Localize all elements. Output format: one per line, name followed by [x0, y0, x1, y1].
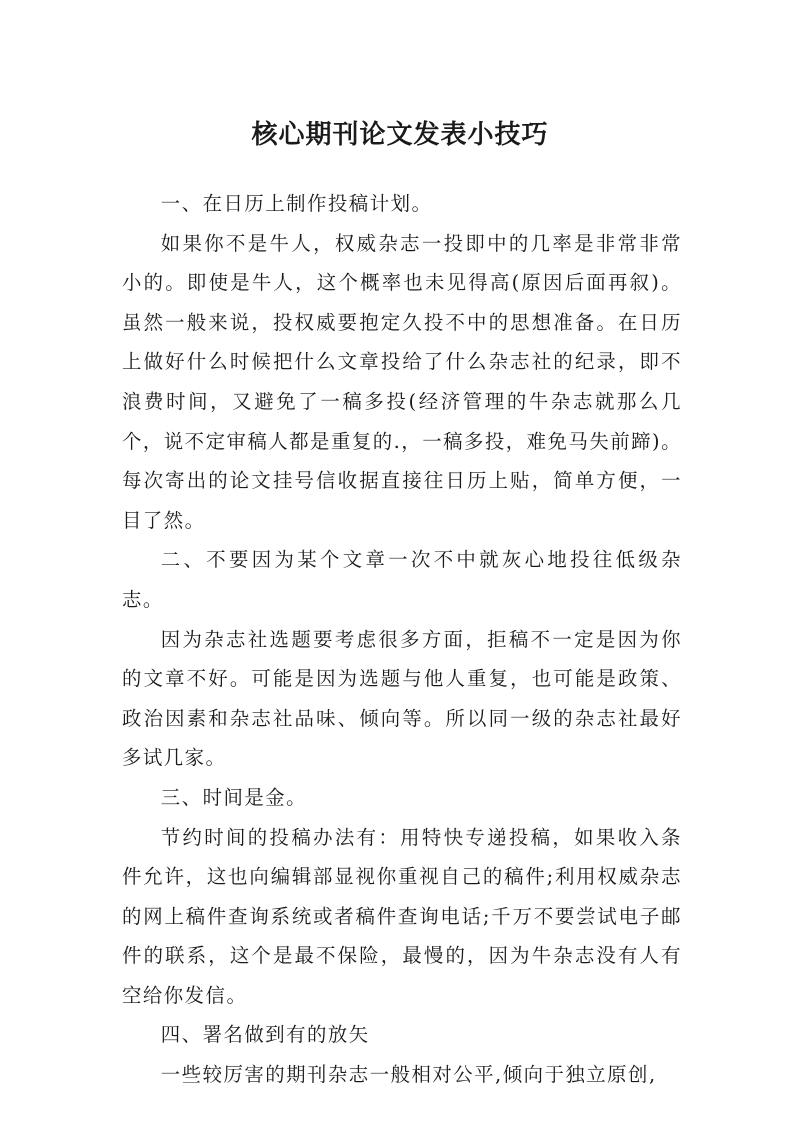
- section-heading-3: 三、时间是金。: [160, 785, 308, 809]
- section-heading-4: 四、署名做到有的放矢: [160, 1023, 370, 1047]
- paragraph-1: 如果你不是牛人，权威杂志一投即中的几率是非常非常小的。即使是牛人，这个概率也未见得高(原因后面再叙)。虽然一般来说，投权威要抱定久投不中的思想准备。在日历上做好什么时候把什么文章投给了什么杂志社的纪录，即不浪费时间，又避免了一稿多投(经济管理的牛杂志就那么几个，说不定审稿人都是重复的.，一稿多投，难免马失前蹄)。每次寄出的论文挂号信收据直接往日历上贴，简单方便，一目了然。: [122, 231, 682, 532]
- document-body: [122, 184, 682, 1095]
- section-heading-1: 一、在日历上制作投稿计划。: [160, 192, 433, 215]
- document-title: 核心期刊论文发表小技巧: [251, 120, 549, 151]
- paragraph-3: 节约时间的投稿办法有：用特快专递投稿，如果收入条件允许，这也向编辑部显视你重视自己的稿件;利用权威杂志的网上稿件查询系统或者稿件查询电话;千万不要尝试电子邮件的联系，这个是最不保险，最慢的，因为牛杂志没有人有空给你发信。: [122, 825, 682, 1007]
- section-heading-2: 二、不要因为某个文章一次不中就灰心地投往低级杂志。: [122, 548, 682, 611]
- paragraph-2: 因为杂志社选题要考虑很多方面，拒稿不一定是因为你的文章不好。可能是因为选题与他人重复，也可能是政策、政治因素和杂志社品味、倾向等。所以同一级的杂志社最好多试几家。: [122, 627, 682, 770]
- paragraph-4: 一些较厉害的期刊杂志一般相对公平,倾向于独立原创,: [160, 1063, 657, 1087]
